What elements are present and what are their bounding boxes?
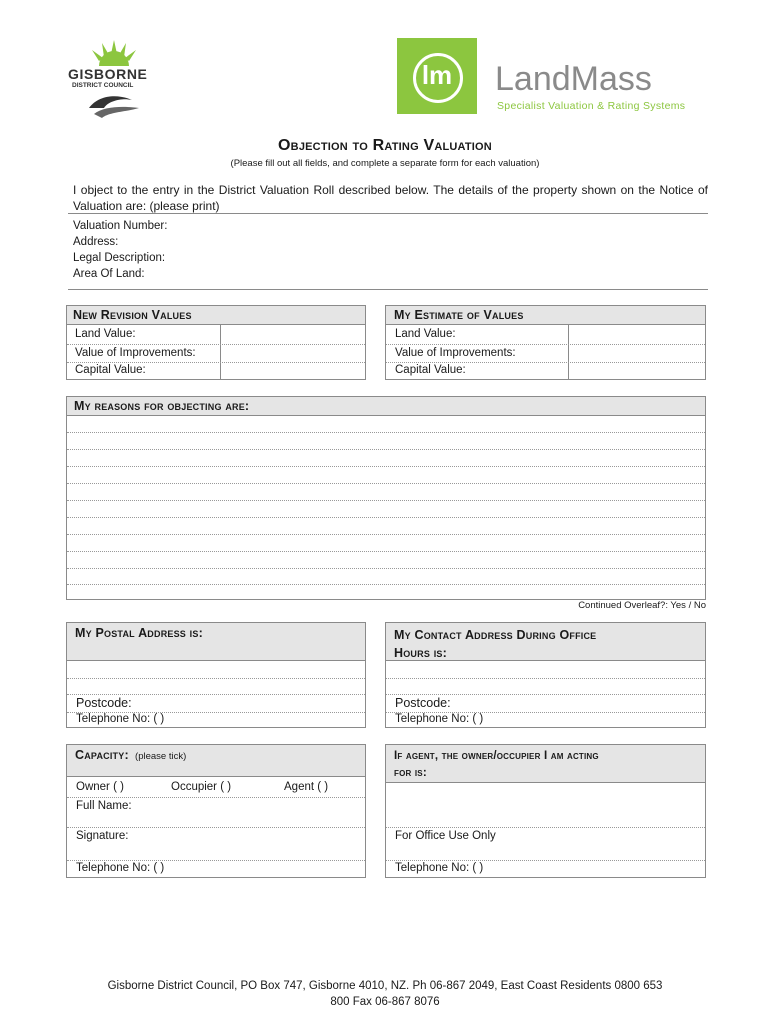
new-values-heading: New Revision Values xyxy=(67,306,365,325)
full-name-label: Full Name: xyxy=(76,800,132,812)
postal-address-box xyxy=(66,622,366,728)
capacity-heading-bar xyxy=(67,745,365,777)
footer-line-2: 800 Fax 06-867 8076 xyxy=(330,996,440,1008)
reasons-box xyxy=(66,396,706,600)
est-land-value-label: Land Value: xyxy=(395,328,456,340)
signature-field[interactable] xyxy=(67,828,365,860)
contact-address-box xyxy=(385,622,706,728)
capacity-note: (please tick) xyxy=(135,751,187,762)
intro-text: I object to the entry in the District Valuation Roll described below. The details of the property shown on the Notice of Valuation are: (please print) xyxy=(73,183,708,213)
contact-postcode-label: Postcode: xyxy=(395,696,451,710)
postal-line-1[interactable] xyxy=(67,678,365,679)
area-of-land-label: Area Of Land: xyxy=(73,268,145,280)
agent-heading: If agent, the owner/occupier I am acting for is: xyxy=(386,745,705,783)
page-subtitle: (Please fill out all fields, and complete a separate form for each valuation) xyxy=(230,158,540,169)
contact-line-2[interactable] xyxy=(386,694,705,695)
reasons-line-9[interactable] xyxy=(67,568,705,569)
reasons-heading: My reasons for objecting are: xyxy=(67,397,705,416)
reasons-line-7[interactable] xyxy=(67,534,705,535)
est-capital-value-label: Capital Value: xyxy=(395,364,466,376)
new-land-value-label: Land Value: xyxy=(75,328,136,340)
owner-checkbox[interactable]: Owner ( ) xyxy=(76,781,124,793)
new-improvements-label: Value of Improvements: xyxy=(75,347,196,359)
agent-box xyxy=(385,744,706,878)
new-capital-value-field[interactable] xyxy=(221,363,364,378)
agent-owner-field[interactable] xyxy=(386,783,705,827)
agent-checkbox[interactable]: Agent ( ) xyxy=(284,781,329,793)
landmass-name: LandMass xyxy=(495,60,652,98)
est-land-value-field[interactable] xyxy=(569,326,704,342)
reasons-line-1[interactable] xyxy=(67,432,705,433)
valuation-number-label: Valuation Number: xyxy=(73,220,168,232)
council-subname: DISTRICT COUNCIL xyxy=(72,82,134,89)
legal-description-label: Legal Description: xyxy=(73,252,166,264)
reasons-line-6[interactable] xyxy=(67,517,705,518)
occupier-checkbox[interactable]: Occupier ( ) xyxy=(171,781,232,793)
landmass-mark: lm xyxy=(397,38,477,114)
sun-icon xyxy=(84,38,144,68)
reasons-line-10[interactable] xyxy=(67,584,705,585)
est-improvements-label: Value of Improvements: xyxy=(395,347,516,359)
capacity-heading: Capacity: xyxy=(75,748,129,762)
capacity-box xyxy=(66,744,366,878)
page-title: Objection to Rating Valuation xyxy=(278,137,492,154)
signature-label: Signature: xyxy=(76,830,129,842)
new-values-table xyxy=(66,305,366,380)
new-land-value-field[interactable] xyxy=(221,326,364,342)
reasons-line-8[interactable] xyxy=(67,551,705,552)
full-name-field[interactable] xyxy=(67,798,365,827)
postal-heading: My Postal Address is: xyxy=(67,623,365,661)
capacity-telephone-label: Telephone No: ( ) xyxy=(76,862,165,874)
council-name: GISBORNE xyxy=(68,66,148,82)
estimate-values-table xyxy=(385,305,706,380)
wave-icon xyxy=(84,90,154,120)
landmass-tagline: Specialist Valuation & Rating Systems xyxy=(497,100,686,112)
postal-postcode-label: Postcode: xyxy=(76,696,132,710)
council-logo xyxy=(62,38,162,118)
postal-telephone-label: Telephone No: ( ) xyxy=(76,713,165,725)
postal-line-2[interactable] xyxy=(67,694,365,695)
footer xyxy=(0,978,770,1010)
landmass-logo xyxy=(397,38,697,114)
footer-line-1: Gisborne District Council, PO Box 747, Gisborne 4010, NZ. Ph 06-867 2049, East Coast Residents 0800 653 xyxy=(107,980,663,992)
office-use-label: For Office Use Only xyxy=(395,830,496,842)
est-capital-value-field[interactable] xyxy=(569,363,704,378)
reasons-line-3[interactable] xyxy=(67,466,705,467)
contact-line-1[interactable] xyxy=(386,678,705,679)
reasons-line-5[interactable] xyxy=(67,500,705,501)
estimate-values-heading: My Estimate of Values xyxy=(386,306,705,325)
contact-heading: My Contact Address During Office Hours is: xyxy=(386,623,705,661)
new-improvements-field[interactable] xyxy=(221,345,364,361)
address-label: Address: xyxy=(73,236,119,248)
reasons-line-2[interactable] xyxy=(67,449,705,450)
contact-telephone-label: Telephone No: ( ) xyxy=(395,713,484,725)
continued-overleaf: Continued Overleaf?: Yes / No xyxy=(578,600,706,611)
reasons-line-4[interactable] xyxy=(67,483,705,484)
new-capital-value-label: Capital Value: xyxy=(75,364,146,376)
property-divider xyxy=(68,289,708,290)
est-improvements-field[interactable] xyxy=(569,345,704,361)
intro-divider xyxy=(68,213,708,214)
agent-telephone-label: Telephone No: ( ) xyxy=(395,862,484,874)
